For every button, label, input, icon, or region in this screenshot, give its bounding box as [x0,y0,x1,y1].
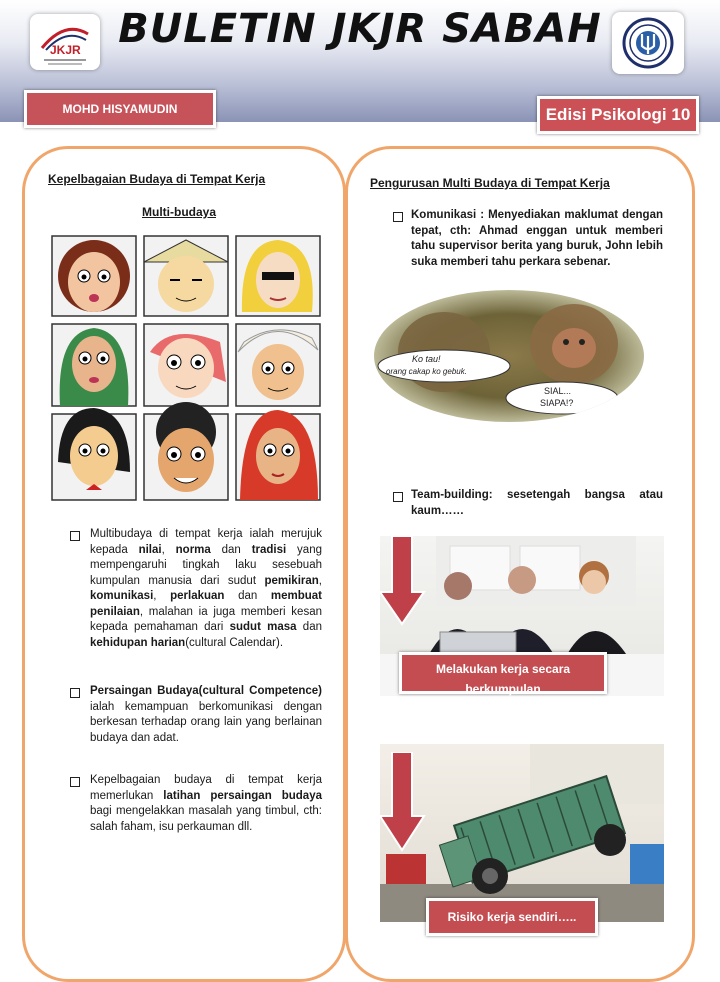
bubble-right-line2: SIAPA!? [540,398,574,408]
down-arrow-icon [378,752,426,852]
psychology-emblem-logo [612,12,684,74]
bubble-left-line2: orang cakap ko gebuk. [386,367,467,376]
bubble-right-line1: SIAL... [544,386,572,396]
edition-box: Edisi Psikologi 10 [537,96,699,134]
caption-teamwork: Melakukan kerja secara berkumpulan [399,652,607,694]
logo-left-text: JKJR [50,43,81,57]
bullet-checkbox-icon [393,492,403,502]
left-bullet-1: Multibudaya di tempat kerja ialah merujuk kepada nilai, norma dan tradisi yang mempengaruhi tingkah laku sesebuah kumpulan manusia dari sudut pemikiran, komunikasi, perlakuan dan membuat penilaian, malahan ia juga memberi kesan kepada pemahaman dari sudut masa dan kehidupan harian(cultural Calendar). [90,528,323,649]
multicultural-faces-illustration [50,232,322,508]
monkeys-photo [374,290,644,422]
left-bullet-2: Persaingan Budaya(cultural Competence) ialah kemampuan berkomunikasi dengan berkesan terhadap orang lain yang berlainan budaya dan adat. [90,685,322,744]
bullet-checkbox-icon [70,531,80,541]
bullet-checkbox-icon [70,688,80,698]
author-name-box: MOHD HISYAMUDIN [24,90,216,128]
right-section-title: Pengurusan Multi Budaya di Tempat Kerja [370,176,610,190]
bullet-checkbox-icon [70,777,80,787]
bullet-checkbox-icon [393,212,403,222]
left-section-title: Kepelbagaian Budaya di Tempat Kerja [48,172,266,186]
right-bullet-1: Komunikasi : Menyediakan maklumat dengan tepat, cth: Ahmad enggan untuk memberi tahu supervisor berita yang buruk, John lebih suka memberi tahu perkara sebenar. [411,209,663,268]
speech-bubble-left [378,350,510,382]
down-arrow-icon [378,536,426,626]
caption-working-alone: Risiko kerja sendiri….. [426,898,598,936]
left-bullet-3: Kepelbagaian budaya di tempat kerja memerlukan latihan persaingan budaya bagi mengelakkan masalah yang timbul, cth: salah faham, isu perkauman dll. [90,774,322,833]
bubble-left-line1: Ko tau! [412,354,441,364]
bulletin-title: BULETIN JKJR SABAH [118,6,602,52]
right-bullet-2: Team-building: sesetengah bangsa atau kaum…… [411,489,663,517]
left-subtitle: Multi-budaya [142,205,216,219]
